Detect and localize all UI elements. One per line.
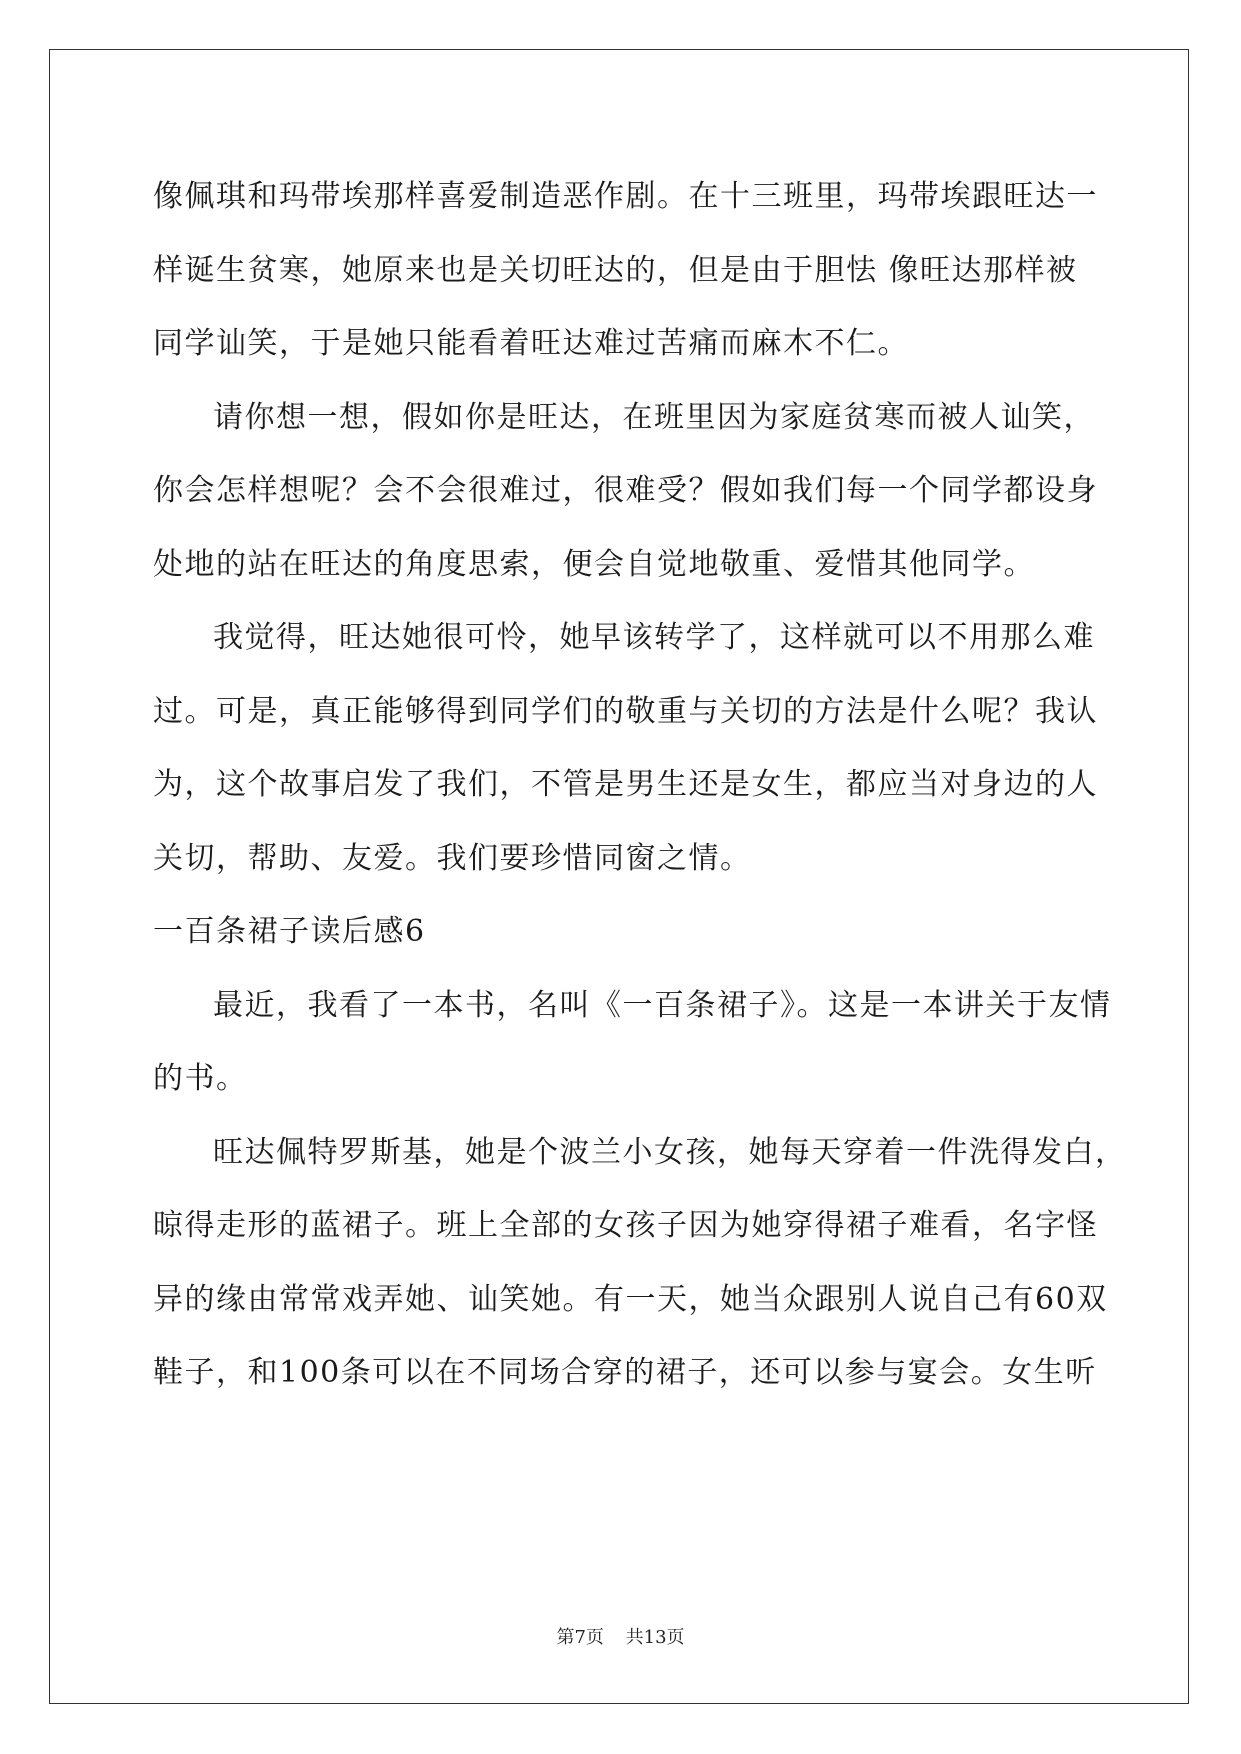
- paragraph-line: 晾得走形的蓝裙子。班上全部的女孩子因为她穿得裙子难看，名字怪: [153, 1208, 1098, 1243]
- paragraph-line: 旺达佩特罗斯基，她是个波兰小女孩，她每天穿着一件洗得发白，: [213, 1134, 1127, 1170]
- paragraph-line: 你会怎样想呢？会不会很难过，很难受？假如我们每一个同学都设身: [153, 473, 1098, 508]
- section-heading: 一百条裙子读后感6: [153, 914, 426, 949]
- paragraph-line: 为，这个故事启发了我们，不管是男生还是女生，都应当对身边的人: [153, 767, 1098, 802]
- paragraph-line: 样诞生贫寒，她原来也是关切旺达的，但是由于胆怯 像旺达那样被: [153, 252, 1078, 288]
- paragraph-line: 异的缘由常常戏弄她、讪笑她。有一天，她当众跟别人说自己有60双: [153, 1281, 1108, 1317]
- paragraph-line: 请你想一想，假如你是旺达，在班里因为家庭贫寒而被人讪笑，: [213, 399, 1095, 435]
- paragraph-line: 关切，帮助、友爱。我们要珍惜同窗之情。: [153, 840, 752, 876]
- page-number: 第7页: [556, 1627, 604, 1648]
- document-body: [153, 160, 1127, 1410]
- paragraph-line: 最近，我看了一本书，名叫《一百条裙子》。这是一本讲关于友情: [213, 987, 1112, 1023]
- paragraph-line: 的书。: [153, 1061, 248, 1096]
- paragraph-line: 鞋子，和100条可以在不同场合穿的裙子，还可以参与宴会。女生听: [153, 1355, 1097, 1390]
- total-pages: 共13页: [625, 1627, 685, 1648]
- page-footer: [0, 1626, 1241, 1650]
- paragraph-line: 我觉得，旺达她很可怜，她早该转学了，这样就可以不用那么难: [213, 620, 1095, 655]
- paragraph-line: 过。可是，真正能够得到同学们的敬重与关切的方法是什么呢？我认: [153, 693, 1098, 729]
- paragraph-line: 同学讪笑，于是她只能看着旺达难过苦痛而麻木不仁。: [153, 326, 909, 361]
- paragraph-line: 处地的站在旺达的角度思索，便会自觉地敬重、爱惜其他同学。: [153, 546, 1035, 582]
- paragraph-line: 像佩琪和玛带埃那样喜爱制造恶作剧。在十三班里，玛带埃跟旺达一: [153, 179, 1098, 214]
